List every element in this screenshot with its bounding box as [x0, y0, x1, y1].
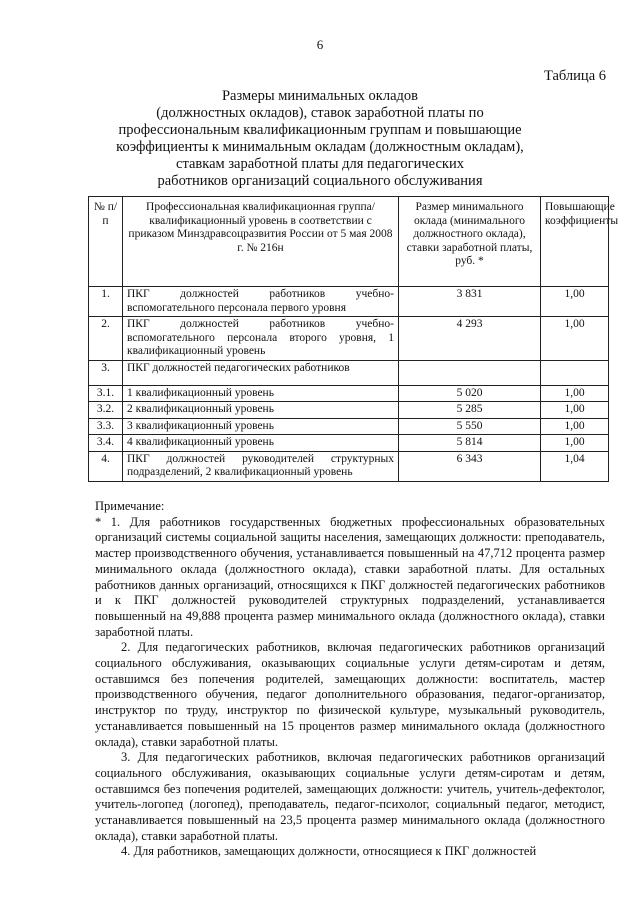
- row-coef: 1,00: [541, 402, 609, 419]
- title-line: ставкам заработной платы для педагогических: [176, 156, 464, 172]
- table-row: [89, 402, 609, 419]
- table-label: Таблица 6: [543, 68, 606, 84]
- title-line: профессиональным квалификационным группам и повышающие: [118, 122, 522, 138]
- row-coef: 1,00: [541, 418, 609, 435]
- header-salary: Размер минимального оклада (минимального должностного оклада), ставки заработной платы, руб. *: [399, 197, 541, 287]
- table-row: [89, 287, 609, 317]
- row-num: 2.: [89, 317, 123, 361]
- row-salary: 5 285: [399, 402, 541, 419]
- row-num: 3.1.: [89, 385, 123, 402]
- row-salary: [399, 360, 541, 385]
- row-group: 3 квалификационный уровень: [123, 418, 399, 435]
- note-paragraph: 3. Для педагогических работников, включая педагогических работников организаций социального обслуживания, оказывающих социальные услуги детям-сиротам и детям, оставшимся без попечения родителей, замещающих должности: учитель, учитель-дефектолог, учитель-логопед (логопед), преподаватель, педагог-психолог, социальный педагог, методист, устанавливается повышенный на 23,5 процента размер минимального оклада (должностного оклада), ставки заработной платы.: [95, 750, 605, 843]
- row-group: ПКГ должностей педагогических работников: [123, 360, 399, 385]
- row-coef: 1,00: [541, 385, 609, 402]
- row-salary: 5 020: [399, 385, 541, 402]
- row-coef: 1,00: [541, 287, 609, 317]
- row-group: ПКГ должностей руководителей структурных подразделений, 2 квалификационный уровень: [123, 451, 399, 481]
- row-coef: [541, 360, 609, 385]
- page-number: 6: [316, 37, 324, 52]
- notes-heading: Примечание:: [95, 499, 165, 513]
- row-coef: 1,04: [541, 451, 609, 481]
- header-group: Профессиональная квалификационная группа/квалификационный уровень в соответствии с приказом Минздравсоцразвития России от 5 мая 2008 г. № 216н: [123, 197, 399, 287]
- row-num: 1.: [89, 287, 123, 317]
- row-num: 3.: [89, 360, 123, 385]
- table-row: [89, 360, 609, 385]
- title-line: Размеры минимальных окладов: [221, 88, 418, 104]
- note-paragraph: 4. Для работников, замещающих должности, относящиеся к ПКГ должностей: [121, 844, 537, 859]
- row-group: ПКГ должностей работников учебно-вспомогательного персонала второго уровня, 1 квалификационный уровень: [123, 317, 399, 361]
- row-group: 1 квалификационный уровень: [123, 385, 399, 402]
- row-salary: 5 814: [399, 435, 541, 452]
- row-group: 4 квалификационный уровень: [123, 435, 399, 452]
- row-salary: 4 293: [399, 317, 541, 361]
- title-line: коэффициенты к минимальным окладам (должностным окладам),: [116, 139, 524, 155]
- table-row: [89, 451, 609, 481]
- header-coef: Повышающие коэффициенты: [541, 197, 609, 287]
- row-group: ПКГ должностей работников учебно-вспомогательного персонала первого уровня: [123, 287, 399, 317]
- header-num: № п/п: [89, 197, 123, 287]
- row-coef: 1,00: [541, 435, 609, 452]
- row-salary: 3 831: [399, 287, 541, 317]
- note-paragraph: * 1. Для работников государственных бюджетных профессиональных образовательных организаций системы социальной защиты населения, замещающих должности: преподаватель, мастер производственного обучения, устанавливается повышенный на 47,712 процента размер минимального оклада (должностного оклада), ставки заработной платы. Для остальных работников данных организаций, относящихся к ПКГ должностей педагогических работников и к ПКГ должностей руководителей структурных подразделений, устанавливается повышенный на 49,888 процента размер минимального оклада (должностного оклада), ставки заработной платы.: [95, 514, 605, 639]
- notes-section: [95, 499, 605, 860]
- row-salary: 6 343: [399, 451, 541, 481]
- table-row: [89, 385, 609, 402]
- row-salary: 5 550: [399, 418, 541, 435]
- row-num: 3.2.: [89, 402, 123, 419]
- salary-table: [88, 196, 619, 482]
- row-num: 3.3.: [89, 418, 123, 435]
- row-num: 3.4.: [89, 435, 123, 452]
- document-title: [100, 88, 540, 190]
- table-row: [89, 317, 609, 361]
- row-group: 2 квалификационный уровень: [123, 402, 399, 419]
- title-line: (должностных окладов), ставок заработной платы по: [156, 105, 484, 121]
- row-coef: 1,00: [541, 317, 609, 361]
- row-num: 4.: [89, 451, 123, 481]
- table-header-row: [89, 197, 609, 287]
- table-row: [89, 418, 609, 435]
- title-line: работников организаций социального обслуживания: [157, 173, 483, 189]
- table-row: [89, 435, 609, 452]
- note-paragraph: 2. Для педагогических работников, включая педагогических работников организаций социального обслуживания, оказывающих социальные услуги детям-сиротам и детям, оставшимся без попечения родителей, замещающих должности: воспитатель, мастер производственного обучения, педагог дополнительного образования, педагог-организатор, инструктор по труду, инструктор по физической культуре, музыкальный руководитель, устанавливается повышенный на 15 процентов размер минимального оклада (должностного оклада), ставки заработной платы.: [95, 640, 605, 749]
